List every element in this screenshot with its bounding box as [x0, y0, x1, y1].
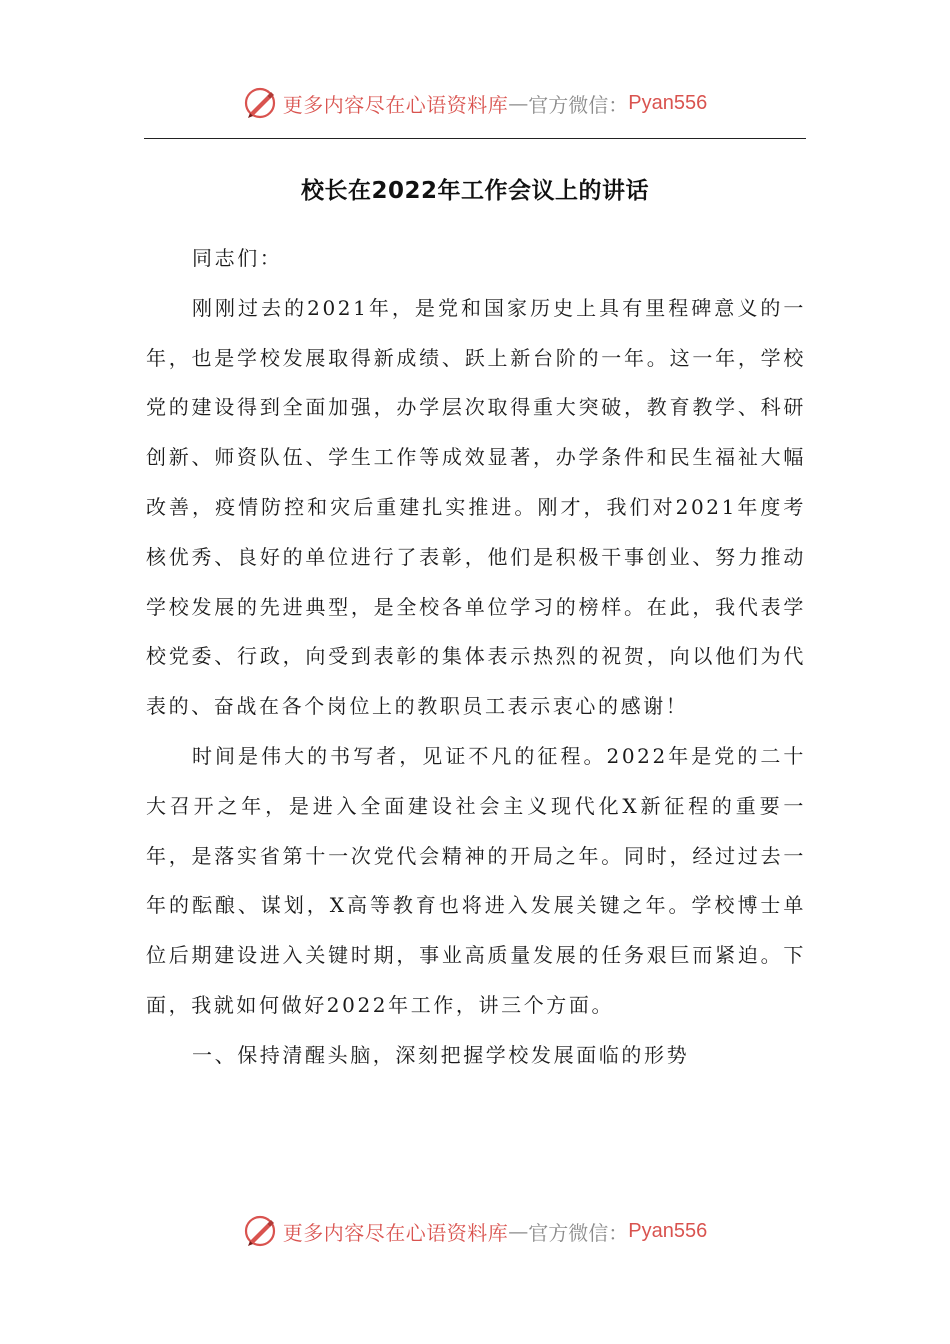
document-title: 校长在2022年工作会议上的讲话 — [300, 178, 649, 204]
header-separator: — — [508, 91, 529, 115]
footer-separator: — — [508, 1219, 529, 1243]
paragraph-outlook: 时间是伟大的书写者，见证不凡的征程。2022年是党的二十大召开之年，是进入全面建设社会主义现代化X新征程的重要一年，是落实省第十一次党代会精神的开局之年。同时，经过过去一年的酝酿、谋划，X高等教育也将进入发展关键之年。学校博士单位后期建设进入关键时期，事业高质量发展的任务艰巨而紧迫。下面，我就如何做好2022年工作，讲三个方面。 — [146, 743, 806, 1017]
section-heading-1: 一、保持清醒头脑，深刻把握学校发展面临的形势 — [192, 1042, 690, 1067]
pen-logo-icon — [243, 86, 277, 120]
footer-contact-label: 官方微信： — [528, 1220, 629, 1245]
header-site-text: 更多内容尽在心语资料库 — [282, 92, 509, 117]
pen-logo-icon — [243, 1214, 277, 1248]
paragraph-review: 刚刚过去的2021年，是党和国家历史上具有里程碑意义的一年，也是学校发展取得新成绩、跃上新台阶的一年。这一年，学校党的建设得到全面加强，办学层次取得重大突破，教育教学、科研创新、师资队伍、学生工作等成效显著，办学条件和民生福祉大幅改善，疫情防控和灾后重建扎实推进。刚才，我们对2021年度考核优秀、良好的单位进行了表彰，他们是积极干事创业、努力推动学校发展的先进典型，是全校各单位学习的榜样。在此，我代表学校党委、行政，向受到表彰的集体表示热烈的祝贺，向以他们为代表的、奋战在各个岗位上的教职员工表示衷心的感谢！ — [146, 295, 806, 719]
footer-site-text: 更多内容尽在心语资料库 — [282, 1220, 509, 1245]
header-divider — [144, 138, 806, 139]
header-banner — [0, 83, 950, 123]
footer-banner — [0, 1211, 950, 1251]
footer-contact-id: Pyan556 — [628, 1219, 708, 1242]
header-contact-label: 官方微信： — [528, 92, 629, 117]
header-contact-id: Pyan556 — [628, 91, 708, 114]
document-body — [146, 234, 806, 1081]
paragraph-salutation: 同志们： — [192, 246, 283, 270]
